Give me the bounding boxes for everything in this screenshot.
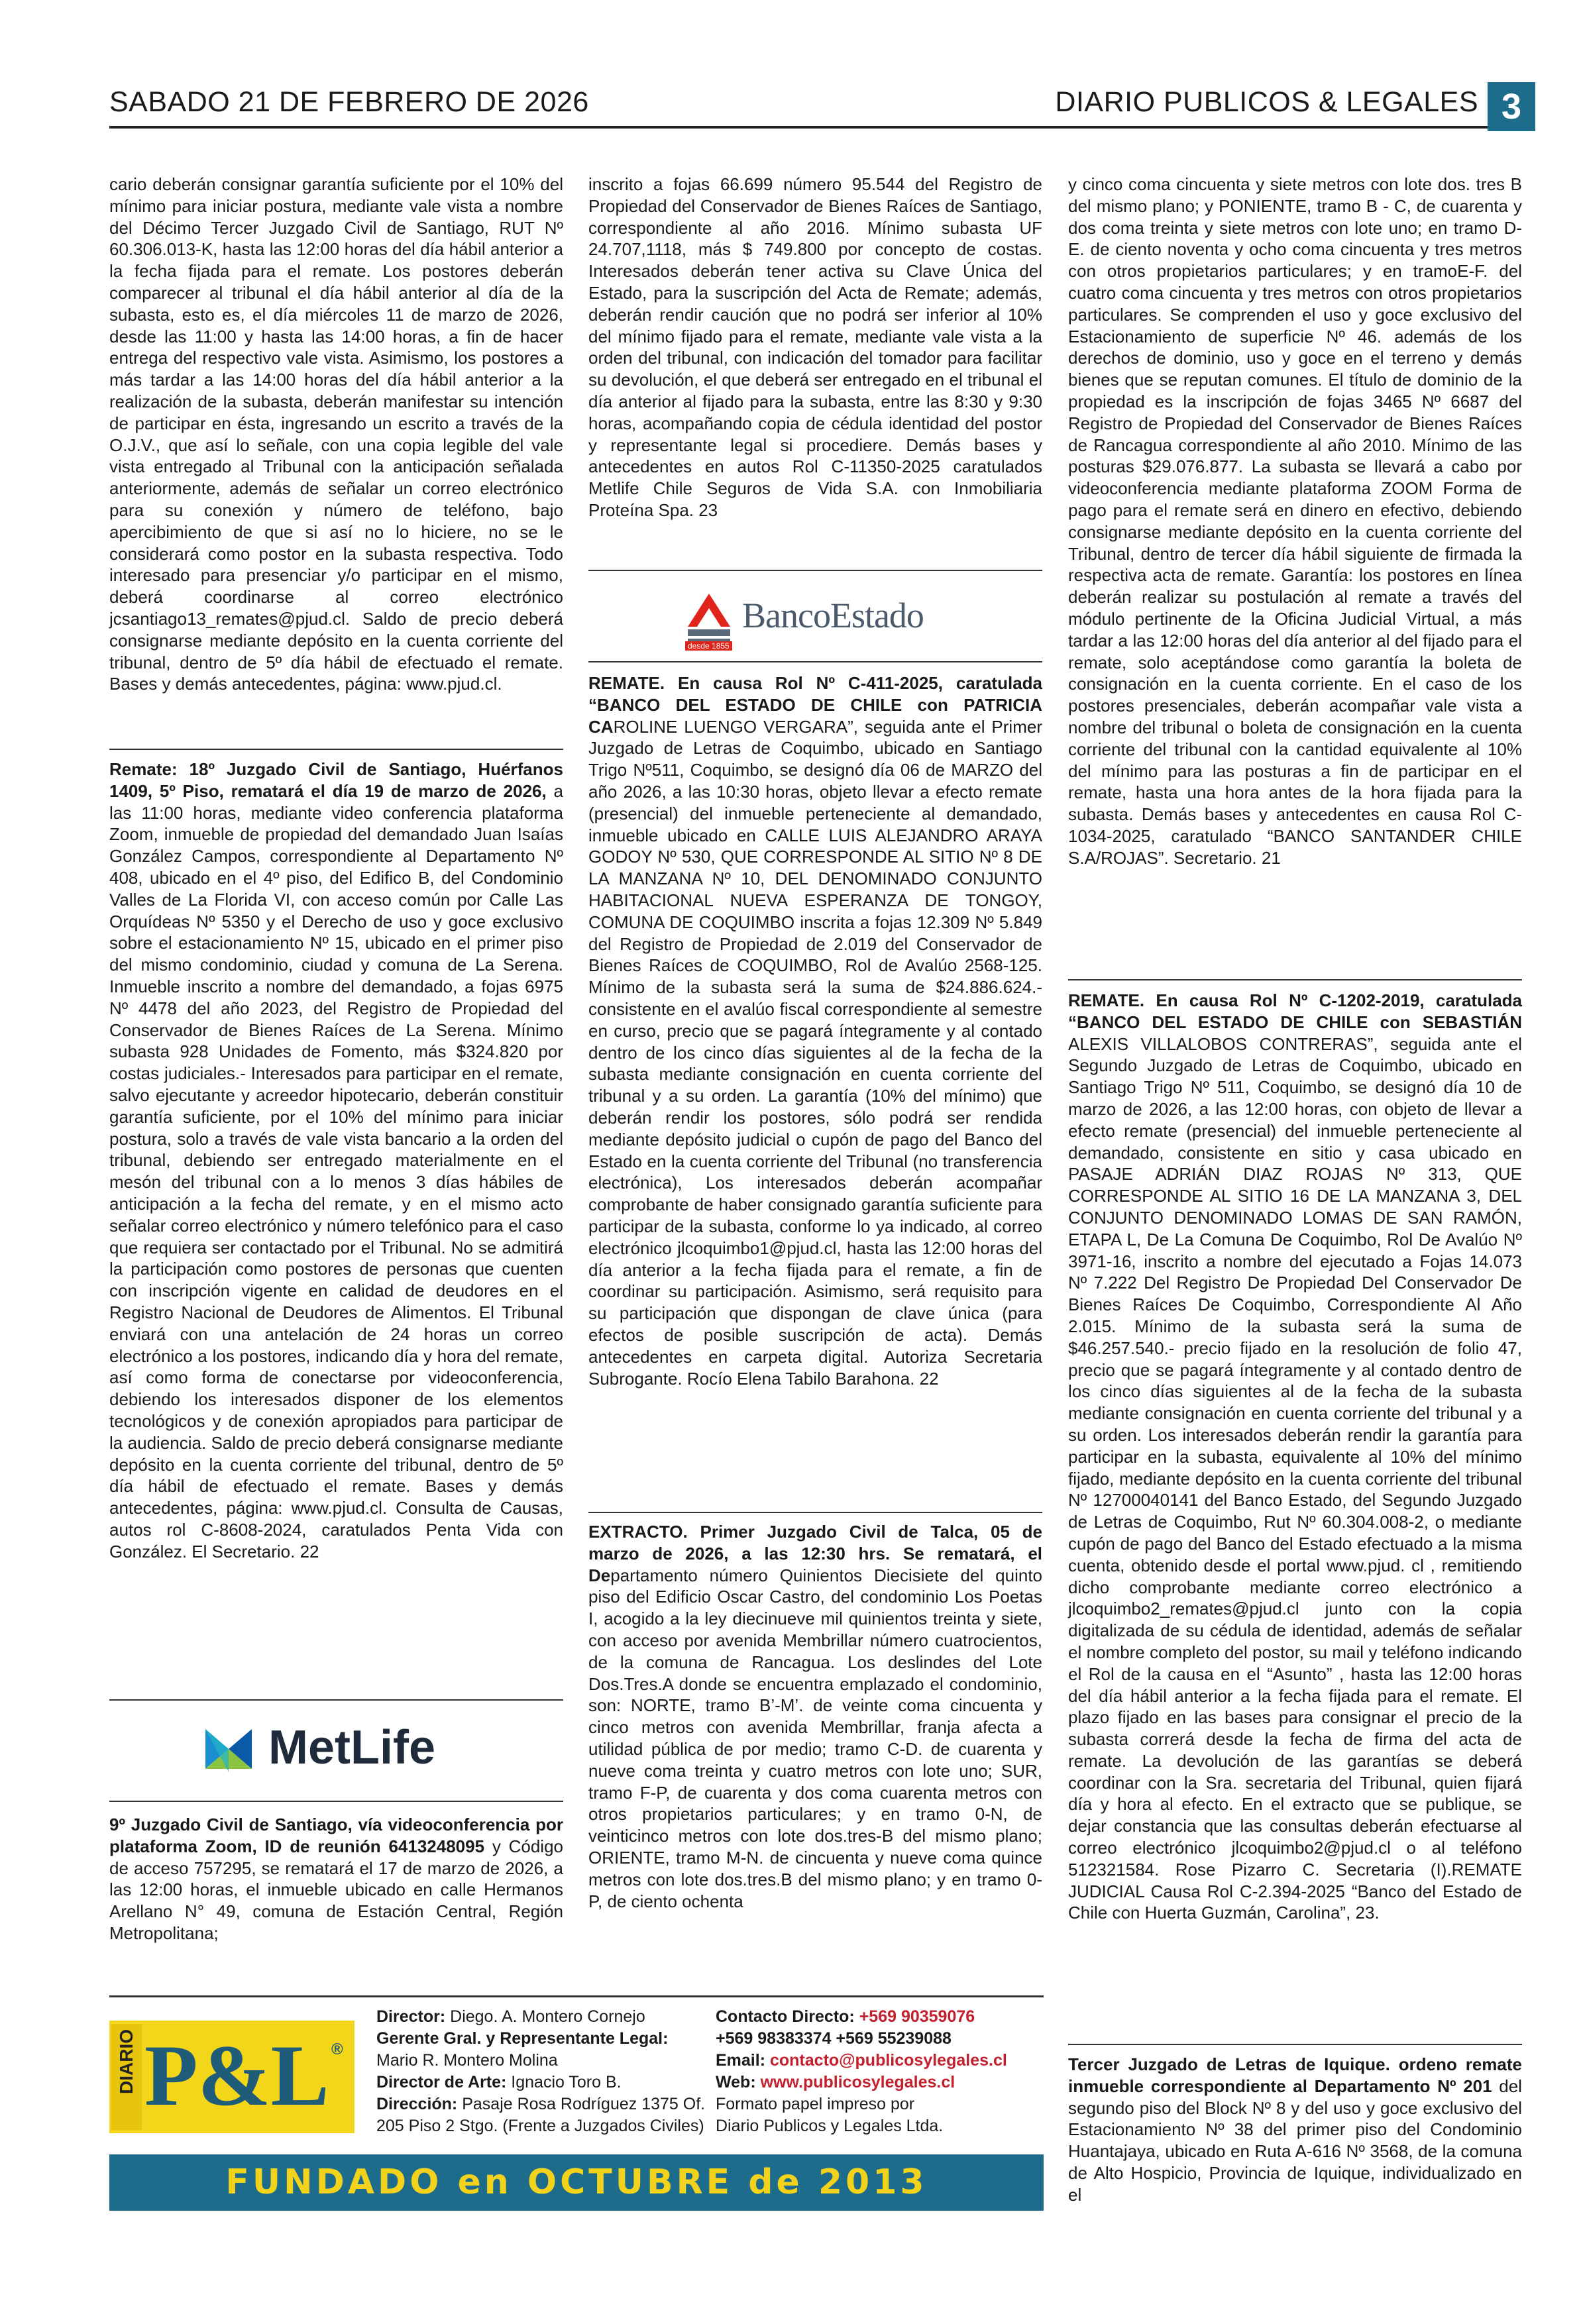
column-2 [588,174,1042,521]
notice-text: cario deberán consignar garantía suficiente por el 10% del mínimo para iniciar postura, mediante vale vista a nombre del Décimo Tercer Juzgado Civil de Santiago, RUT Nº 60.306.013-K, hasta las 12:00 horas del día hábil anterior a la fecha fijada para el remate. Los postores deberán comparecer al tribunal el día hábil anterior al día de la subasta, esto es, el día miércoles 11 de marzo de 2026, desde las 11:00 y hasta las 14:00 horas, a fin de hacer entrega del respectivo vale vista. Asimismo, los postores a más tardar a las 14:00 horas del día hábil anterior a la realización de la subasta, deberán manifestar su intención de participar en ésta, ingresando un escrito a través de la O.J.V., que así lo señale, con una copia legible del vale vista entregado al Tribunal con la anticipación señalada anteriormente, además de señalar un correo electrónico para su conexión y número de teléfono, bajo apercibimiento de que si así no lo hiciere, no se le considerará como postor en la subasta respectiva. Todo interesado para presenciar y/o participar en el mismo, deberá coordinarse al correo electrónico jcsantiago13_remates@pjud.cl. Saldo de precio deberá consignarse mediante depósito en la cuenta corriente del tribunal, dentro de 5º día hábil de efectuado el remate. Bases y demás antecedentes, página: www.pjud.cl. [109,174,563,694]
pl-diario-label: DIARIO [116,2029,136,2094]
registered-mark: ® [331,2040,343,2058]
masthead-line: Gerente Gral. y Representante Legal: [376,2029,669,2048]
notice-divider [1068,2044,1522,2045]
masthead-line: Email: contacto@publicosylegales.cl [716,2051,1007,2070]
bancoestado-tagline: desde 1855 [685,641,732,651]
masthead-line: Dirección: Pasaje Rosa Rodríguez 1375 Of. [376,2095,706,2113]
column-3 [1068,174,1522,869]
notice-text: y Código de acceso 757295, se rematará el 17 de marzo de 2026, a las 12:00 horas, el inmueble ubicado en calle Hermanos Arellano N° 49, comuna de Estación Central, Región Metropolitana; [109,1836,564,1943]
notice-divider [588,1512,1042,1513]
column-1-notice-3 [109,1814,563,1944]
masthead-line: Diario Publicos y Legales Ltda. [716,2117,944,2135]
pl-logo-text: P&L [144,2027,329,2124]
email-link[interactable]: contacto@publicosylegales.cl [769,2051,1007,2070]
notice-divider [588,570,1042,571]
notice-heading: REMATE. En causa Rol Nº C-1202-2019, caratulada “BANCO DEL ESTADO DE CHILE con SEBASTIÁN [1068,990,1522,1032]
notice-divider [1068,979,1522,980]
notice-paragraph [109,1814,563,1944]
publication-title: DIARIO PUBLICOS & LEGALES [1055,86,1478,118]
masthead-line: Web: www.publicosylegales.cl [716,2073,955,2091]
masthead-line: Contacto Directo: +569 90359076 [716,2007,975,2026]
notice-divider [109,1699,563,1701]
masthead-line: Director: Diego. A. Montero Cornejo [376,2007,645,2026]
founded-banner: FUNDADO en OCTUBRE de 2013 [109,2154,1044,2211]
page-number: 3 [1488,82,1535,131]
masthead-line: Mario R. Montero Molina [376,2051,558,2070]
column-1 [109,174,563,695]
bancoestado-logo [682,582,948,651]
notice-text: y cinco coma cincuenta y siete metros con lote dos. tres B del mismo plano; y PONIENTE, tramo B - C, de cuarenta y dos coma treinta y siete metros con lote uno; en tramo D-E. de ciento noventa y ocho coma cincuenta y tres metros con otros propietarios particulares; y en tramoE-F. del cuatro coma cincuenta y tres metros con otros propietarios particulares. Se comprenden el uso y goce exclusivo del Estacionamiento de superficie Nº 46. además de los derechos de dominio, uso y goce en el terreno y demás bienes que se reputan comunes. El título de dominio de la propiedad es la inscripción de fojas 3465 Nº 6687 del Registro de Propiedad del Conservador de Bienes Raíces de Rancagua correspondiente al año 2010. Mínimo de las posturas $29.076.877. La subasta se llevará a cabo por videoconferencia mediante plataforma ZOOM Forma de pago para el remate será en dinero en efectivo, debiendo consignarse mediante depósito en la cuenta corriente del Tribunal, dentro de tercer día hábil siguiente de firmada la respectiva acta de remate. Garantía: los postores en línea deberán realizar su postulación al remate a través del módulo pertinente de la Oficina Judicial Virtual, a más tardar a las 12:00 horas del día anterior al del fijado para el remate, solo aceptándose como garantía la boleta de consignación en la cuenta corriente. En el caso de los postores presenciales, deberán acompañar vale vista a nombre del tribunal o boleta de consignación en la cuenta corriente del tribunal con la cantidad equivalente al 10% del mínimo para las posturas a fin de participar en el remate, hasta una hora antes de la hora fijada para la subasta. Demás bases y antecedentes en causa Rol C-1034-2025, caratulado “BANCO SANTANDER CHILE S.A/ROJAS”. Secretario. 21 [1068,174,1522,868]
notice-divider [109,749,563,750]
notice-text: partamento número Quinientos Diecisiete del quinto piso del Edificio Oscar Castro, del condominio Los Poetas I, acogido a la ley diecinueve mil quinientos treinta y siete, con acceso por avenida Membrillar número cuatrocientos, de la comuna de Rancagua. Los deslindes del Lote Dos.Tres.A donde se encuentra emplazado el condominio, son: NORTE, tramo B’-M’. de veinte coma cincuenta y cinco metros con avenida Membrillar, franja afecta a utilidad pública de por medio; tramo C-D. de cuarenta y nueve coma treinta y cuatro metros con lote uno; SUR, tramo F-P, de cuarenta y dos coma cuarenta metros con otros propietarios particulares; y en tramo 0-N, de veinticinco metros con lote dos.tres-B del mismo plano; ORIENTE, tramo M-N. de cincuenta y nueve coma quince metros con lote dos.tres.B del mismo plano; y en tramo 0-P, de ciento ochenta [588,1565,1042,1911]
header-divider [109,126,1488,129]
bancoestado-mark-icon [682,587,736,647]
masthead-contact [716,2006,1047,2137]
notice-heading: Tercer Juzgado de Letras de Iquique. ordeno remate inmueble correspondiente al Departamento Nº 201 [1068,2054,1522,2096]
notice-divider [109,1801,563,1802]
masthead-phones: +569 98383374 +569 55239088 [716,2029,952,2048]
notice-heading: EXTRACTO. Primer Juzgado Civil de Talca, 05 de marzo de 2026, a las 12:30 hrs. Se rematará, el De [588,1522,1042,1585]
masthead-line: 205 Piso 2 Stgo. (Frente a Juzgados Civiles) [376,2117,704,2135]
notice-text: inscrito a fojas 66.699 número 95.544 del Registro de Propiedad del Conservador de Bienes Raíces de Santiago, correspondiente al año 2016. Mínimo subasta UF 24.707,1118, más $ 749.800 por concepto de costas. Interesados deberán tener activa su Clave Única del Estado, para la suscripción del Acta de Remate; además, deberán rendir caución que no podrá ser inferior al 10% del mínimo fijado para el remate, mediante vale vista a la orden del tribunal, con indicación del tomador para facilitar su devolución, el que deberá ser entregado en el tribunal el día anterior al fijado para la subasta, entre las 8:30 y 9:30 horas, acompañando copia de cédula identidad del postor y representante legal si procediere. Demás bases y antecedentes en autos Rol C-11350-2025 caratulados Metlife Chile Seguros de Vida S.A. con Inmobiliaria Proteína Spa. 23 [588,174,1042,520]
notice-text: a las 11:00 horas, mediante video conferencia plataforma Zoom, inmueble de propiedad del demandado Juan Isaías González Campos, correspondiente al Departamento Nº 408, ubicado en el 4º piso, del Edifico B, del Condominio Valles de La Florida VI, con acceso común por Calle Las Orquídeas Nº 5350 y el Derecho de uso y goce exclusivo sobre el estacionamiento Nº 15, ubicado en el primer piso del mismo condominio, ciudad y comuna de La Serena. Inmueble inscrito a nombre del demandado, a fojas 6975 Nº 4478 del año 2023, del Registro de Propiedad del Conservador de Bienes Raíces de La Serena. Mínimo subasta 928 Unidades de Fomento, más $324.820 por costas judiciales.- Interesados para participar en el remate, salvo ejecutante y acreedor hipotecario, deberán constituir garantía suficiente, por el 10% del mínimo para iniciar postura, solo a través de vale vista bancario a la orden del tribunal, debiendo ser entregado materialmente en el mesón del tribunal con a lo menos 3 días hábiles de anticipación a la fecha del remate, y en el mismo acto señalar correo electrónico y número telefónico para el caso que requiera ser contactado por el Tribunal. No se admitirá la participación como postores de personas que cuenten con inscripción vigente en calidad de deudores en el Registro Nacional de Deudores de Alimentos. El Tribunal enviará con una antelación de 24 horas un correo electrónico a los postores, indicando día y hora del remate, así como forma de conectarse por videoconferencia, debiendo los interesados disponer de los elementos tecnológicos y de conexión apropiados para participar de la audiencia. Saldo de precio deberá consignarse mediante depósito en la cuenta corriente del tribunal, dentro de 5º día hábil de efectuado el remate. Bases y demás antecedentes, página: www.pjud.cl. Consulta de Causas, autos rol C-8608-2024, caratulados Penta Vida con González. El Secretario. 22 [109,780,564,1561]
notice-text: ALEXIS VILLALOBOS CONTRERAS”, seguida ante el Segundo Juzgado de Letras de Coquimbo, ubicado en Santiago Trigo Nº 511, Coquimbo, se designó día 10 de marzo de 2026, a las 12:00 horas, con objeto de llevar a efecto remate (presencial) del inmueble perteneciente al demandado, consistente en sitio y casa ubicado en PASAJE ADRIÁN DIAZ ROJAS Nº 313, QUE CORRESPONDE AL SITIO 16 DE LA MANZANA 3, DEL CONJUNTO DENOMINADO LOMAS DE SAN RAMÓN, ETAPA L, De La Comuna De Coquimbo, Rol De Avalúo Nº 3971-16, inscrito a nombre del ejecutado a Fojas 14.073 Nº 7.222 Del Registro De Propiedad Del Conservador De Bienes Raíces De Coquimbo, Correspondiente Al Año 2.015. Mínimo de la subasta será la suma de $46.257.540.- precio fijado en la resolución de folio 47, precio que se pagará íntegramente y al contado dentro de los cinco días siguientes al de la fecha de la subasta mediante consignación en cuenta corriente del tribunal y a su orden. Los interesados deberán rendir la garantía para participar en la subasta, equivalente al 10% del mínimo fijado, mediante depósito en la cuenta corriente del tribunal Nº 12700040141 del Banco Estado, del Segundo Juzgado de Letras de Coquimbo, Rut Nº 60.304.008-2, o mediante cupón de pago del Banco del Estado efectuado a la misma cuenta, obtenido desde el portal www.pjud. cl , remitiendo dicho comprobante mediante correo electrónico a jlcoquimbo2_remates@pjud.cl junto con la copia digitalizada de su cédula de identidad, además de señalar el nombre completo del postor, su mail y teléfono indicando el Rol de la causa en el “Asunto” , hasta las 12:00 horas del día hábil anterior a la fecha fijada para el remate. El plazo fijado en las bases para consignar el precio de la subasta correrá desde la fecha de firma del acta de remate. La devolución de las garantías se deberá coordinar con la Sra. secretaria del Tribunal, quien fijará día y hora al efecto. En el extracto que se publique, se dejar constancia que las consultas deberán efectuarse al correo electrónico jlcoquimbo2@pjud.cl o al teléfono 512321584. Rose Pizarro C. Secretaria (I).REMATE JUDICIAL Causa Rol C-2.394-2025 “Banco del Estado de Chile con Huerta Guzmán, Carolina”, 23. [1068,1033,1522,1923]
notice-heading: 9º Juzgado Civil de Santiago, vía videoconferencia por plataforma Zoom, ID de reunión 6413248095 [109,1815,563,1856]
masthead-line: Director de Arte: Ignacio Toro B. [376,2073,622,2091]
column-1-notice-2 [109,759,563,1562]
masthead-line: Formato papel impreso por [716,2095,915,2113]
notice-paragraph [1068,2054,1522,2206]
notice-paragraph [588,672,1042,1389]
column-2-notice-3 [588,1521,1042,1912]
bancoestado-wordmark: BancoEstado [742,596,924,635]
notice-paragraph [588,1521,1042,1912]
column-3-notice-3 [1068,2054,1522,2206]
column-3-notice-2 [1068,990,1522,1924]
notice-text: ROLINE LUENGO VERGARA”, seguida ante el Primer Juzgado de Letras de Coquimbo, ubicado en Santiago Trigo Nº511, Coquimbo, se designó día 06 de MARZO del año 2026, a las 10:30 horas, objeto llevar a efecto remate (presencial) del inmueble perteneciente al demandado, inmueble ubicado en CALLE LUIS ALEJANDRO ARAYA GODOY Nº 530, QUE CORRESPONDE AL SITIO Nº 8 DE LA MANZANA Nº 10, DEL DENOMINADO CONJUNTO HABITACIONAL NUEVA ESPERANZA DE TONGOY, COMUNA DE COQUIMBO inscrita a fojas 12.309 Nº 5.849 del Registro de Propiedad de 2.019 del Conservador de Bienes Raíces de COQUIMBO, Rol de Avalúo 2568-125. Mínimo de la subasta será la suma de $24.886.624.- consistente en el avalúo fiscal correspondiente al semestre en curso, precio que se pagará íntegramente y al contado dentro de los cinco días siguientes al de la fecha de la subasta mediante consignación en cuenta corriente del tribunal y a su orden. La garantía (10% del mínimo) que deberán rendir los postores, sólo podrá ser rendida mediante depósito judicial o cupón de pago del Banco del Estado en la cuenta corriente del Tribunal (no transferencia electrónica), Los interesados deberán acompañar comprobante de haber consignado garantía suficiente para participar de la subasta, conforme lo ya indicado, al correo electrónico jlcoquimbo1@pjud.cl, hasta las 12:00 horas del día anterior a la fecha fijada para el remate, a fin de coordinar su participación. Asimismo, será requisito para su participación que dispongan de clave única (para efectos de posible suscripción de acta). Demás antecedentes en carpeta digital. Autoriza Secretaria Subrogante. Rocío Elena Tabilo Barahona. 22 [588,716,1042,1389]
column-2-notice-2 [588,672,1042,1389]
web-link[interactable]: www.publicosylegales.cl [760,2073,955,2091]
header-date: SABADO 21 DE FEBRERO DE 2026 [109,86,589,118]
metlife-logo [199,1713,477,1785]
notice-paragraph [109,759,563,1562]
notice-heading: Remate: 18º Juzgado Civil de Santiago, Huérfanos 1409, 5º Piso, rematará el día 19 de marzo de 2026, [109,759,563,801]
notice-paragraph [1068,990,1522,1924]
notice-heading: REMATE. En causa Rol Nº C-411-2025, caratulada “BANCO DEL ESTADO DE CHILE con PATRICIA CA [588,673,1042,737]
masthead-divider [109,1995,1044,1997]
masthead-staff [376,2006,708,2137]
metlife-wordmark: MetLife [268,1721,435,1774]
notice-text: del segundo piso del Block Nº 8 y del uso y goce exclusivo del Estacionamiento Nº 38 del primer piso del Condominio Huantajaya, ubicado en Ruta A-616 Nº 3568, de la comuna de Alto Hospicio, Provincia de Iquique, individualizado en el [1068,2076,1523,2205]
notice-divider [588,661,1042,662]
